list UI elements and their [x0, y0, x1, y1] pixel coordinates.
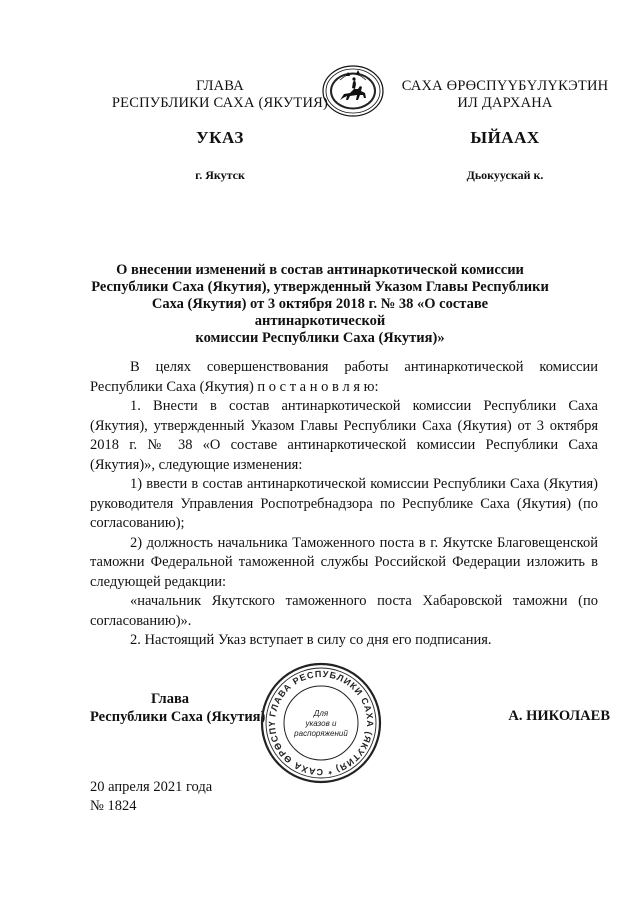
document-date: 20 апреля 2021 года	[90, 779, 213, 795]
header-left-line1: ГЛАВА	[196, 78, 244, 94]
body-paragraph-quote: «начальник Якутского таможенного поста Хабаровской таможни (по согласованию)».	[90, 593, 598, 629]
stamp-center-line3: распоряжений	[294, 729, 348, 738]
document-number: № 1824	[90, 798, 137, 814]
document-body	[90, 358, 598, 651]
signatory-name: А. НИКОЛАЕВ	[508, 708, 610, 724]
stamp-ring-text: ГЛАВА РЕСПУБЛИКИ САХА (ЯКУТИЯ) * САХА ӨРӨСПҮ	[266, 668, 376, 778]
document-footer	[90, 778, 212, 816]
subject-line-4: комиссии Республики Саха (Якутия)»	[195, 330, 445, 346]
header-right-line2: ИЛ ДАРХАНА	[457, 95, 553, 111]
coat-of-arms-emblem	[318, 62, 388, 118]
body-paragraph-subitem-2: 2) должность начальника Таможенного поста в г. Якутске Благовещенской таможни Федеральной таможенной службы Российской Федерации изложить в следующей редакции:	[90, 534, 598, 590]
body-paragraph-preamble: В целях совершенствования работы антинаркотической комиссии Республики Саха (Якутия) п о с т а н о в л я ю:	[90, 359, 598, 395]
subject-line-2: Республики Саха (Якутия), утвержденный Указом Главы Республики	[91, 279, 549, 295]
doc-type-sah: ЫЙААХ	[470, 128, 540, 147]
city-sah: Дьокуускай к.	[466, 168, 544, 182]
official-seal-stamp	[258, 660, 384, 786]
body-paragraph-subitem-1: 1) ввести в состав антинаркотической комиссии Республики Саха (Якутия) руководителя Управления Роспотребнадзора по Республике Саха (Якутия) (по согласованию);	[90, 476, 598, 531]
city-ru: г. Якутск	[195, 168, 245, 182]
signature-title-line1: Глава	[150, 691, 190, 707]
signature-title-line2: Республики Саха (Якутия)	[90, 709, 266, 725]
body-paragraph-item-2: 2. Настоящий Указ вступает в силу со дня его подписания.	[130, 632, 492, 648]
subject-line-1: О внесении изменений в состав антинаркотической комиссии	[116, 262, 524, 278]
subject-line-3: Саха (Якутия) от 3 октября 2018 г. № 38 «О составе антинаркотической	[151, 296, 489, 329]
header-right-line1: САХА ӨРӨСПҮҮБҮЛҮКЭТИН	[401, 78, 609, 94]
doc-type-ru: УКАЗ	[196, 128, 244, 147]
document-subject	[85, 262, 555, 347]
stamp-center-line1: Для	[313, 709, 329, 718]
body-paragraph-item-1: 1. Внести в состав антинаркотической комиссии Республики Саха (Якутия), утвержденный Указом Главы Республики Саха (Якутия) от 3 октября 2018 г. № 38 «О составе антинаркотической комиссии Республики Саха (Якутия)», следующие изменения:	[90, 398, 598, 473]
stamp-center-line2: указов и	[305, 719, 337, 728]
header-right	[385, 78, 625, 112]
header-left-line2: РЕСПУБЛИКИ САХА (ЯКУТИЯ)	[111, 95, 329, 111]
